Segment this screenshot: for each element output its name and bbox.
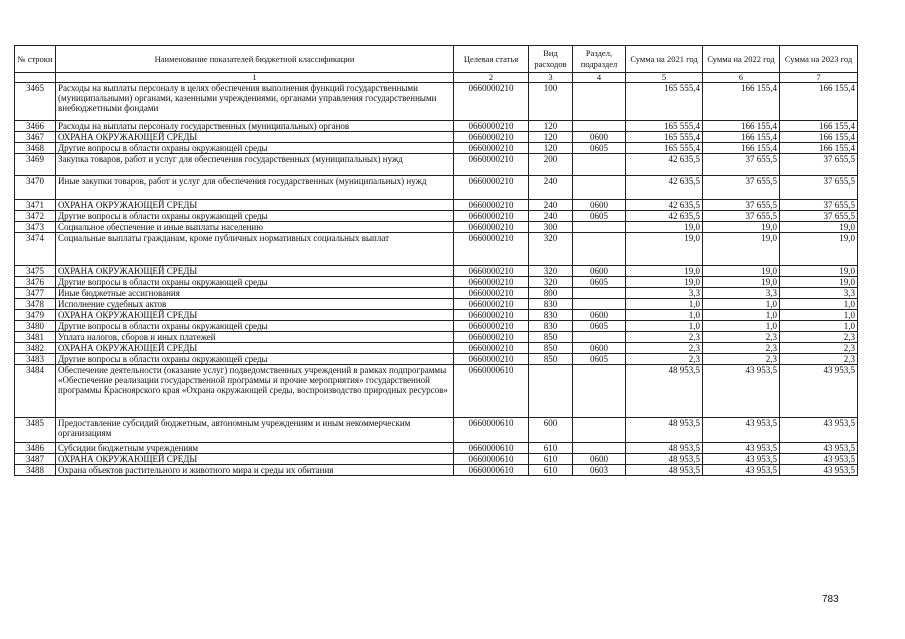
column-number-row bbox=[15, 73, 858, 83]
row-number: 3482 bbox=[15, 343, 56, 354]
row-number: 3474 bbox=[15, 233, 56, 266]
row-sum-2023: 1,0 bbox=[780, 321, 858, 332]
row-section: 0600 bbox=[573, 343, 626, 354]
row-sum-2022: 3,3 bbox=[703, 288, 780, 299]
row-sum-2021: 1,0 bbox=[626, 321, 703, 332]
row-expense-type bbox=[529, 365, 573, 418]
row-sum-2023: 1,0 bbox=[780, 310, 858, 321]
row-expense-type: 850 bbox=[529, 332, 573, 343]
table-row bbox=[15, 83, 858, 121]
row-number: 3475 bbox=[15, 266, 56, 277]
row-sum-2022: 37 655,5 bbox=[703, 176, 780, 200]
column-number: 4 bbox=[573, 73, 626, 83]
row-target: 0660000210 bbox=[454, 310, 529, 321]
row-target: 0660000210 bbox=[454, 200, 529, 211]
column-number: 2 bbox=[454, 73, 529, 83]
table-row bbox=[15, 454, 858, 465]
row-sum-2023: 43 953,5 bbox=[780, 465, 858, 476]
row-name: Социальное обеспечение и иные выплаты населению bbox=[56, 222, 454, 233]
row-section: 0600 bbox=[573, 454, 626, 465]
row-sum-2021: 48 953,5 bbox=[626, 365, 703, 418]
row-section bbox=[573, 154, 626, 176]
row-expense-type: 120 bbox=[529, 121, 573, 132]
column-number: 1 bbox=[56, 73, 454, 83]
row-target: 0660000210 bbox=[454, 266, 529, 277]
row-target: 0660000210 bbox=[454, 83, 529, 121]
row-section: 0600 bbox=[573, 266, 626, 277]
row-expense-type: 800 bbox=[529, 288, 573, 299]
row-section bbox=[573, 83, 626, 121]
row-section bbox=[573, 299, 626, 310]
row-target: 0660000210 bbox=[454, 288, 529, 299]
row-sum-2022: 19,0 bbox=[703, 233, 780, 266]
row-name: Другие вопросы в области охраны окружающей среды bbox=[56, 354, 454, 365]
row-number: 3478 bbox=[15, 299, 56, 310]
row-sum-2023: 37 655,5 bbox=[780, 211, 858, 222]
row-sum-2021: 19,0 bbox=[626, 222, 703, 233]
row-sum-2023: 3,3 bbox=[780, 288, 858, 299]
row-sum-2021: 165 555,4 bbox=[626, 132, 703, 143]
row-sum-2021: 42 635,5 bbox=[626, 200, 703, 211]
row-sum-2022: 43 953,5 bbox=[703, 418, 780, 443]
row-sum-2022: 19,0 bbox=[703, 222, 780, 233]
row-target: 0660000610 bbox=[454, 465, 529, 476]
row-name: ОХРАНА ОКРУЖАЮЩЕЙ СРЕДЫ bbox=[56, 200, 454, 211]
row-number: 3483 bbox=[15, 354, 56, 365]
row-name: Предоставление субсидий бюджетным, автономным учреждениям и иным некоммерческим организациям bbox=[56, 418, 454, 443]
table-row bbox=[15, 465, 858, 476]
table-row bbox=[15, 288, 858, 299]
table-row bbox=[15, 354, 858, 365]
row-number: 3476 bbox=[15, 277, 56, 288]
row-sum-2023: 166 155,4 bbox=[780, 83, 858, 121]
header-expense-type: Вид расходов bbox=[529, 46, 573, 73]
row-target: 0660000610 bbox=[454, 365, 529, 418]
row-sum-2021: 48 953,5 bbox=[626, 454, 703, 465]
table-row bbox=[15, 343, 858, 354]
row-section: 0600 bbox=[573, 132, 626, 143]
row-section: 0605 bbox=[573, 354, 626, 365]
row-expense-type: 850 bbox=[529, 343, 573, 354]
row-sum-2021: 165 555,4 bbox=[626, 83, 703, 121]
row-sum-2022: 2,3 bbox=[703, 343, 780, 354]
row-sum-2021: 48 953,5 bbox=[626, 465, 703, 476]
table-row bbox=[15, 266, 858, 277]
row-sum-2021: 165 555,4 bbox=[626, 143, 703, 154]
row-section bbox=[573, 176, 626, 200]
row-sum-2021: 19,0 bbox=[626, 277, 703, 288]
row-name: Расходы на выплаты персоналу в целях обеспечения выполнения функций государственными (муниципальными) органами, казенными учреждениями, органами управления государственными внебюджетными фондами bbox=[56, 83, 454, 121]
row-section: 0605 bbox=[573, 277, 626, 288]
row-number: 3480 bbox=[15, 321, 56, 332]
table-row bbox=[15, 365, 858, 418]
row-number: 3477 bbox=[15, 288, 56, 299]
row-section bbox=[573, 288, 626, 299]
row-name: Обеспечение деятельности (оказание услуг) подведомственных учреждений в рамках подпрограммы «Обеспечение реализации государственной программы и прочие мероприятия» государственной программы Красноярского края «Охрана окружающей среды, воспроизводство природных ресурсов» bbox=[56, 365, 454, 418]
row-number: 3469 bbox=[15, 154, 56, 176]
row-sum-2023: 43 953,5 bbox=[780, 443, 858, 454]
row-sum-2023: 19,0 bbox=[780, 233, 858, 266]
row-section: 0605 bbox=[573, 143, 626, 154]
row-sum-2022: 43 953,5 bbox=[703, 443, 780, 454]
row-section: 0605 bbox=[573, 211, 626, 222]
header-sum-2023: Сумма на 2023 год bbox=[780, 46, 858, 73]
row-expense-type: 610 bbox=[529, 454, 573, 465]
row-section bbox=[573, 332, 626, 343]
table-row bbox=[15, 154, 858, 176]
row-sum-2022: 19,0 bbox=[703, 277, 780, 288]
column-number: 6 bbox=[703, 73, 780, 83]
row-target: 0660000210 bbox=[454, 343, 529, 354]
row-sum-2023: 43 953,5 bbox=[780, 418, 858, 443]
header-sum-2022: Сумма на 2022 год bbox=[703, 46, 780, 73]
row-number: 3465 bbox=[15, 83, 56, 121]
row-expense-type: 610 bbox=[529, 443, 573, 454]
row-sum-2023: 43 953,5 bbox=[780, 365, 858, 418]
column-number bbox=[15, 73, 56, 83]
row-expense-type: 320 bbox=[529, 233, 573, 266]
row-name: Охрана объектов растительного и животного мира и среды их обитания bbox=[56, 465, 454, 476]
table-row bbox=[15, 233, 858, 266]
row-sum-2021: 1,0 bbox=[626, 299, 703, 310]
row-expense-type: 830 bbox=[529, 299, 573, 310]
row-name: Иные закупки товаров, работ и услуг для обеспечения государственных (муниципальных) нужд bbox=[56, 176, 454, 200]
row-sum-2022: 1,0 bbox=[703, 299, 780, 310]
row-sum-2021: 42 635,5 bbox=[626, 211, 703, 222]
row-sum-2022: 2,3 bbox=[703, 332, 780, 343]
row-sum-2021: 3,3 bbox=[626, 288, 703, 299]
row-target: 0660000210 bbox=[454, 321, 529, 332]
header-sum-2021: Сумма на 2021 год bbox=[626, 46, 703, 73]
row-target: 0660000210 bbox=[454, 332, 529, 343]
row-sum-2022: 37 655,5 bbox=[703, 154, 780, 176]
row-target: 0660000210 bbox=[454, 222, 529, 233]
row-name: ОХРАНА ОКРУЖАЮЩЕЙ СРЕДЫ bbox=[56, 310, 454, 321]
row-sum-2023: 166 155,4 bbox=[780, 143, 858, 154]
row-sum-2022: 19,0 bbox=[703, 266, 780, 277]
row-section bbox=[573, 233, 626, 266]
row-sum-2022: 43 953,5 bbox=[703, 365, 780, 418]
row-sum-2022: 166 155,4 bbox=[703, 143, 780, 154]
page-number: 783 bbox=[822, 594, 839, 605]
row-expense-type: 120 bbox=[529, 143, 573, 154]
row-section bbox=[573, 443, 626, 454]
row-sum-2023: 2,3 bbox=[780, 332, 858, 343]
row-expense-type: 240 bbox=[529, 200, 573, 211]
row-target: 0660000210 bbox=[454, 176, 529, 200]
row-sum-2021: 42 635,5 bbox=[626, 176, 703, 200]
row-sum-2022: 43 953,5 bbox=[703, 465, 780, 476]
row-target: 0660000210 bbox=[454, 121, 529, 132]
row-section bbox=[573, 121, 626, 132]
table-row bbox=[15, 277, 858, 288]
row-target: 0660000610 bbox=[454, 418, 529, 443]
row-expense-type: 300 bbox=[529, 222, 573, 233]
table-body bbox=[15, 83, 858, 476]
row-sum-2022: 166 155,4 bbox=[703, 83, 780, 121]
header-section: Раздел, подраздел bbox=[573, 46, 626, 73]
table-row bbox=[15, 200, 858, 211]
row-section bbox=[573, 365, 626, 418]
row-number: 3466 bbox=[15, 121, 56, 132]
header-target: Целевая статья bbox=[454, 46, 529, 73]
table-row bbox=[15, 132, 858, 143]
row-expense-type: 830 bbox=[529, 310, 573, 321]
row-sum-2022: 166 155,4 bbox=[703, 121, 780, 132]
row-expense-type: 320 bbox=[529, 266, 573, 277]
row-sum-2023: 19,0 bbox=[780, 277, 858, 288]
row-name: Исполнение судебных актов bbox=[56, 299, 454, 310]
row-sum-2021: 48 953,5 bbox=[626, 418, 703, 443]
row-name: Закупка товаров, работ и услуг для обеспечения государственных (муниципальных) нужд bbox=[56, 154, 454, 176]
row-sum-2023: 43 953,5 bbox=[780, 454, 858, 465]
row-sum-2023: 166 155,4 bbox=[780, 132, 858, 143]
row-number: 3488 bbox=[15, 465, 56, 476]
row-expense-type: 240 bbox=[529, 176, 573, 200]
row-target: 0660000210 bbox=[454, 132, 529, 143]
row-section bbox=[573, 222, 626, 233]
row-sum-2023: 19,0 bbox=[780, 266, 858, 277]
row-name: Расходы на выплаты персоналу государственных (муниципальных) органов bbox=[56, 121, 454, 132]
row-expense-type: 120 bbox=[529, 132, 573, 143]
row-target: 0660000210 bbox=[454, 211, 529, 222]
row-sum-2021: 48 953,5 bbox=[626, 443, 703, 454]
table-row bbox=[15, 143, 858, 154]
row-expense-type: 100 bbox=[529, 83, 573, 121]
row-section: 0605 bbox=[573, 321, 626, 332]
table-row bbox=[15, 443, 858, 454]
row-number: 3472 bbox=[15, 211, 56, 222]
row-name: Иные бюджетные ассигнования bbox=[56, 288, 454, 299]
row-sum-2021: 19,0 bbox=[626, 266, 703, 277]
row-target: 0660000210 bbox=[454, 277, 529, 288]
row-name: Социальные выплаты гражданам, кроме публичных нормативных социальных выплат bbox=[56, 233, 454, 266]
row-expense-type: 850 bbox=[529, 354, 573, 365]
row-number: 3470 bbox=[15, 176, 56, 200]
table-row bbox=[15, 418, 858, 443]
row-sum-2022: 43 953,5 bbox=[703, 454, 780, 465]
row-name: Другие вопросы в области охраны окружающей среды bbox=[56, 211, 454, 222]
row-expense-type: 200 bbox=[529, 154, 573, 176]
row-section: 0603 bbox=[573, 465, 626, 476]
row-expense-type: 240 bbox=[529, 211, 573, 222]
row-sum-2022: 1,0 bbox=[703, 310, 780, 321]
row-sum-2021: 2,3 bbox=[626, 354, 703, 365]
row-sum-2023: 37 655,5 bbox=[780, 176, 858, 200]
column-number: 7 bbox=[780, 73, 858, 83]
row-target: 0660000210 bbox=[454, 299, 529, 310]
row-sum-2021: 19,0 bbox=[626, 233, 703, 266]
row-target: 0660000610 bbox=[454, 454, 529, 465]
row-number: 3473 bbox=[15, 222, 56, 233]
row-section: 0600 bbox=[573, 310, 626, 321]
row-target: 0660000210 bbox=[454, 154, 529, 176]
row-number: 3487 bbox=[15, 454, 56, 465]
column-number: 3 bbox=[529, 73, 573, 83]
row-name: ОХРАНА ОКРУЖАЮЩЕЙ СРЕДЫ bbox=[56, 343, 454, 354]
header-row-no: № строки bbox=[15, 46, 56, 73]
row-number: 3484 bbox=[15, 365, 56, 418]
row-sum-2023: 37 655,5 bbox=[780, 154, 858, 176]
row-name: Другие вопросы в области охраны окружающей среды bbox=[56, 143, 454, 154]
row-name: ОХРАНА ОКРУЖАЮЩЕЙ СРЕДЫ bbox=[56, 132, 454, 143]
table-row bbox=[15, 222, 858, 233]
row-expense-type: 830 bbox=[529, 321, 573, 332]
table-row bbox=[15, 332, 858, 343]
row-target: 0660000210 bbox=[454, 143, 529, 154]
row-name: Уплата налогов, сборов и иных платежей bbox=[56, 332, 454, 343]
table-row bbox=[15, 211, 858, 222]
row-sum-2022: 166 155,4 bbox=[703, 132, 780, 143]
row-name: ОХРАНА ОКРУЖАЮЩЕЙ СРЕДЫ bbox=[56, 266, 454, 277]
row-number: 3467 bbox=[15, 132, 56, 143]
row-expense-type: 600 bbox=[529, 418, 573, 443]
row-section bbox=[573, 418, 626, 443]
row-sum-2022: 2,3 bbox=[703, 354, 780, 365]
row-sum-2022: 37 655,5 bbox=[703, 211, 780, 222]
table-row bbox=[15, 321, 858, 332]
row-target: 0660000210 bbox=[454, 354, 529, 365]
row-sum-2023: 166 155,4 bbox=[780, 121, 858, 132]
row-sum-2021: 2,3 bbox=[626, 343, 703, 354]
header-name: Наименование показателей бюджетной классификации bbox=[56, 46, 454, 73]
row-sum-2021: 1,0 bbox=[626, 310, 703, 321]
row-name: ОХРАНА ОКРУЖАЮЩЕЙ СРЕДЫ bbox=[56, 454, 454, 465]
row-target: 0660000610 bbox=[454, 443, 529, 454]
row-section: 0600 bbox=[573, 200, 626, 211]
table-row bbox=[15, 299, 858, 310]
row-sum-2023: 2,3 bbox=[780, 343, 858, 354]
row-expense-type: 610 bbox=[529, 465, 573, 476]
row-number: 3468 bbox=[15, 143, 56, 154]
header-row bbox=[15, 46, 858, 73]
row-number: 3481 bbox=[15, 332, 56, 343]
row-number: 3485 bbox=[15, 418, 56, 443]
table-row bbox=[15, 176, 858, 200]
column-number: 5 bbox=[626, 73, 703, 83]
row-number: 3471 bbox=[15, 200, 56, 211]
row-expense-type: 320 bbox=[529, 277, 573, 288]
row-name: Другие вопросы в области охраны окружающей среды bbox=[56, 277, 454, 288]
row-sum-2023: 1,0 bbox=[780, 299, 858, 310]
row-target: 0660000210 bbox=[454, 233, 529, 266]
row-name: Другие вопросы в области охраны окружающей среды bbox=[56, 321, 454, 332]
row-sum-2023: 19,0 bbox=[780, 222, 858, 233]
row-sum-2022: 1,0 bbox=[703, 321, 780, 332]
row-sum-2021: 165 555,4 bbox=[626, 121, 703, 132]
row-sum-2021: 2,3 bbox=[626, 332, 703, 343]
row-sum-2023: 37 655,5 bbox=[780, 200, 858, 211]
row-sum-2023: 2,3 bbox=[780, 354, 858, 365]
row-number: 3479 bbox=[15, 310, 56, 321]
table-row bbox=[15, 310, 858, 321]
row-sum-2022: 37 655,5 bbox=[703, 200, 780, 211]
table-row bbox=[15, 121, 858, 132]
budget-table bbox=[14, 45, 858, 476]
row-sum-2021: 42 635,5 bbox=[626, 154, 703, 176]
row-name: Субсидии бюджетным учреждениям bbox=[56, 443, 454, 454]
row-number: 3486 bbox=[15, 443, 56, 454]
